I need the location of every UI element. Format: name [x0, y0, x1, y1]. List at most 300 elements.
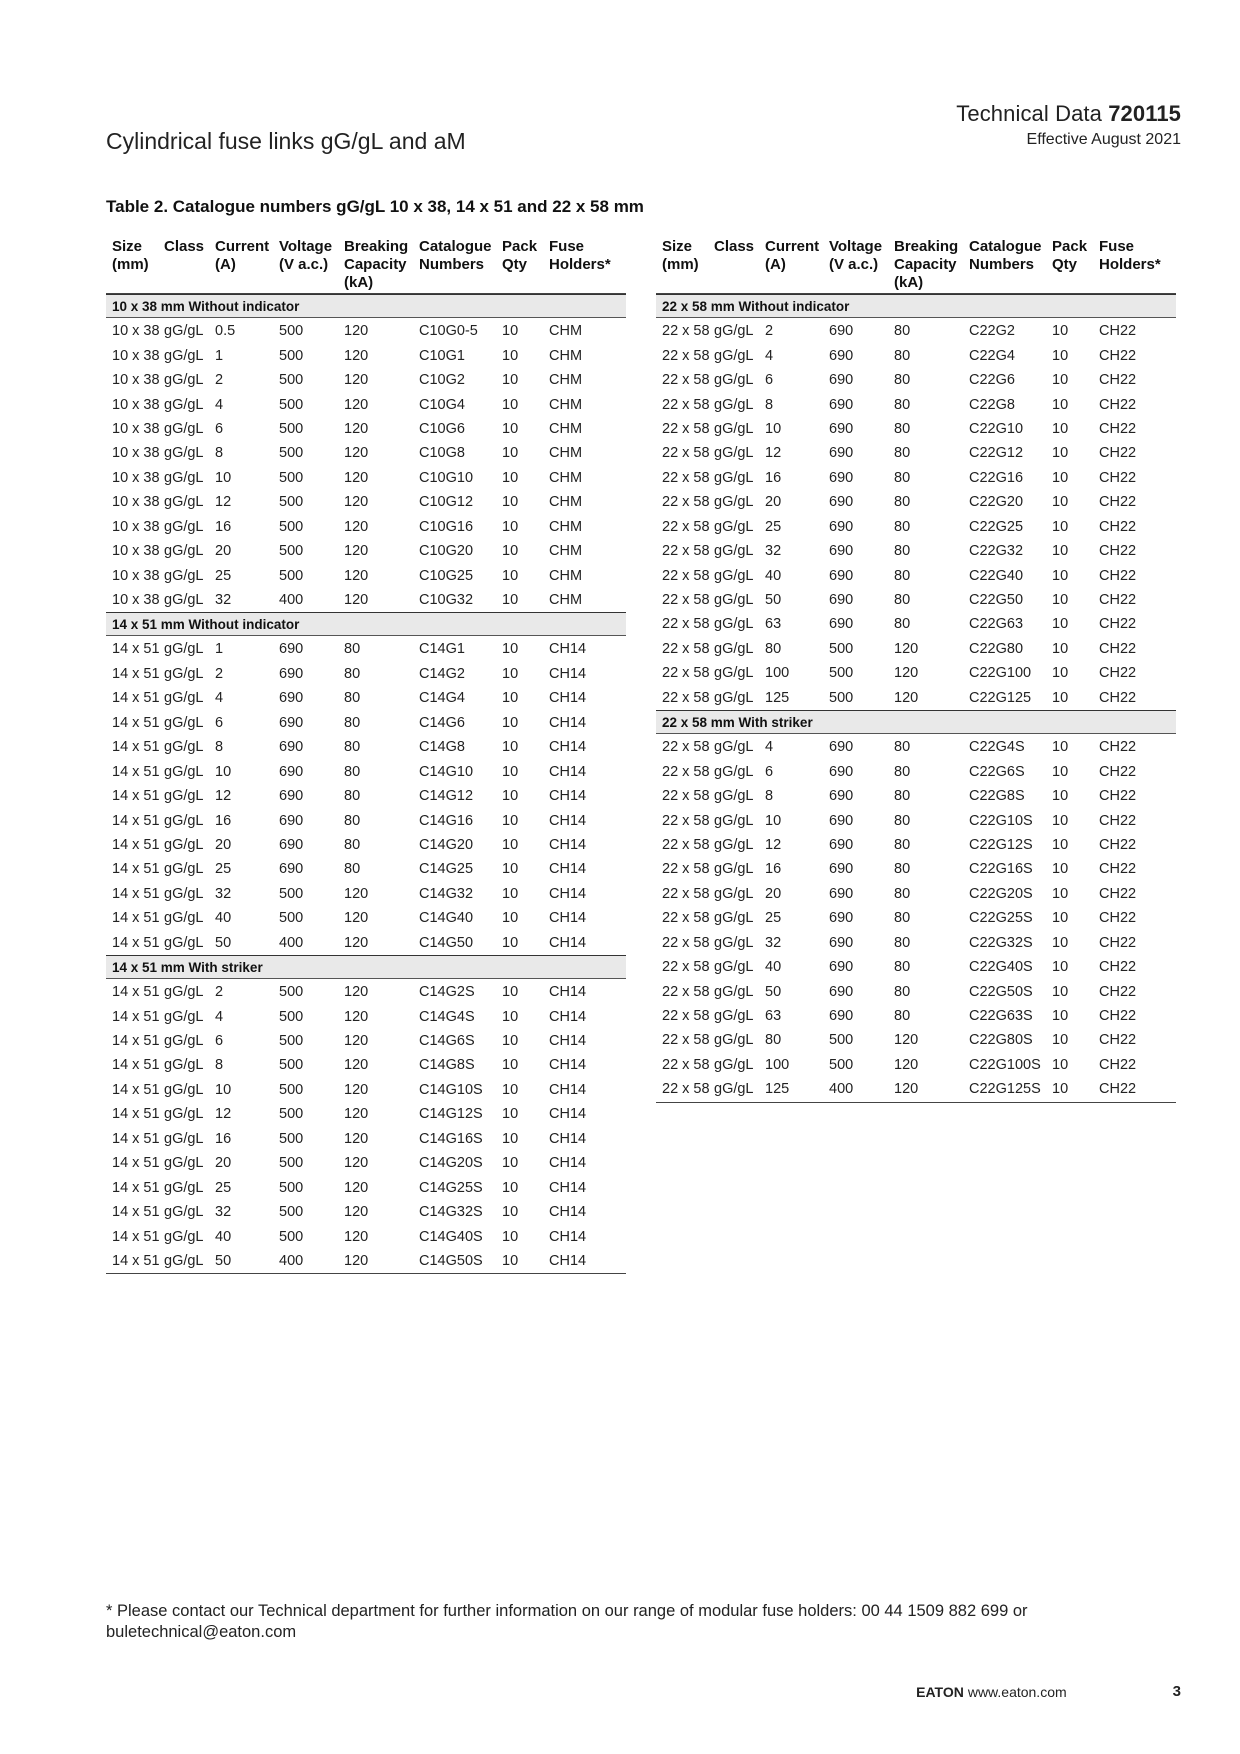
table-bottom-rule [656, 1102, 1176, 1103]
table-cell: 80 [894, 1008, 911, 1025]
column-header [419, 238, 502, 289]
table-cell: gG/gL [714, 592, 754, 609]
table-cell: 500 [279, 1204, 304, 1221]
column-header-line: Pack [1052, 238, 1088, 255]
table-row [656, 661, 1176, 685]
table-cell: C14G4S [419, 1008, 475, 1025]
table-row [106, 1249, 626, 1273]
table-cell: CHM [549, 372, 583, 389]
table-cell: C14G10S [419, 1081, 483, 1098]
table-cell: 32 [215, 592, 232, 609]
table-cell: 10 [1052, 420, 1069, 437]
table-cell: gG/gL [714, 959, 754, 976]
table-cell: 80 [894, 934, 911, 951]
table-cell: 10 x 38 [112, 420, 160, 437]
table-cell: 80 [894, 494, 911, 511]
table-cell: gG/gL [714, 665, 754, 682]
table-cell: 22 x 58 [662, 861, 710, 878]
table-cell: 4 [215, 690, 224, 707]
table-cell: 690 [279, 739, 304, 756]
table-cell: 80 [894, 396, 911, 413]
table-cell: 100 [765, 665, 790, 682]
table-cell: CH14 [549, 836, 587, 853]
table-header-row [656, 238, 1176, 294]
table-cell: 12 [215, 1106, 232, 1123]
table-row [106, 1127, 626, 1151]
table-row [656, 833, 1176, 857]
table-cell: 63 [765, 616, 782, 633]
table-cell: gG/gL [714, 347, 754, 364]
table-cell: 690 [279, 690, 304, 707]
table-cell: gG/gL [714, 689, 754, 706]
table-cell: 10 [502, 1130, 519, 1147]
table-cell: C14G8 [419, 739, 465, 756]
table-cell: 690 [829, 323, 854, 340]
table-cell: gG/gL [714, 494, 754, 511]
table-cell: 25 [215, 861, 232, 878]
table-cell: 690 [829, 396, 854, 413]
table-cell: C22G100 [969, 665, 1032, 682]
table-cell: 8 [765, 396, 774, 413]
column-header-line: Class [714, 238, 755, 255]
table-cell: 80 [344, 836, 361, 853]
table-cell: 500 [829, 665, 854, 682]
table-cell: 20 [765, 494, 782, 511]
table-cell: 22 x 58 [662, 959, 710, 976]
column-header-line: Pack [502, 238, 538, 255]
column-header [656, 238, 714, 289]
table-cell: CH22 [1099, 640, 1137, 657]
table-cell: C14G32 [419, 885, 474, 902]
table-cell: CH14 [549, 1179, 587, 1196]
table-cell: 10 [1052, 323, 1069, 340]
table-cell: 10 [1052, 763, 1069, 780]
table-cell: 120 [344, 1179, 369, 1196]
table-row [106, 759, 626, 783]
table-cell: 10 [1052, 518, 1069, 535]
table-cell: 22 x 58 [662, 494, 710, 511]
page-title: Cylindrical fuse links gG/gL and aM [106, 128, 466, 154]
table-cell: C22G10S [969, 812, 1033, 829]
column-header-line: Size [662, 238, 693, 255]
page-footer [916, 1683, 1181, 1700]
table-cell: C14G10 [419, 763, 474, 780]
table-row [656, 931, 1176, 955]
table-cell: 16 [765, 861, 782, 878]
table-cell: 500 [279, 1106, 304, 1123]
table-cell: C22G12S [969, 836, 1033, 853]
table-cell: 80 [894, 836, 911, 853]
table-cell: 10 [502, 347, 519, 364]
table-row [106, 857, 626, 881]
table-cell: C22G32 [969, 543, 1024, 560]
table-cell: gG/gL [714, 885, 754, 902]
table-row [656, 368, 1176, 392]
table-cell: CHM [549, 323, 583, 340]
table-cell: 120 [894, 1056, 919, 1073]
column-header [1099, 238, 1176, 289]
table-cell: 10 [502, 861, 519, 878]
table-cell: gG/gL [164, 690, 204, 707]
table-cell: 10 [1052, 836, 1069, 853]
column-header-line: Current [765, 238, 820, 255]
table-cell: 690 [829, 812, 854, 829]
table-cell: 10 [1052, 396, 1069, 413]
table-cell: CHM [549, 347, 583, 364]
table-cell: 80 [894, 543, 911, 560]
table-cell: C22G4S [969, 739, 1025, 756]
table-cell: 10 [215, 763, 232, 780]
table-cell: 10 x 38 [112, 543, 160, 560]
table-cell: 500 [279, 1228, 304, 1245]
table-cell: 14 x 51 [112, 1179, 160, 1196]
table-cell: C22G32S [969, 934, 1033, 951]
table-cell: 500 [279, 1130, 304, 1147]
table-cell: 14 x 51 [112, 1252, 160, 1269]
table-cell: 120 [344, 1155, 369, 1172]
table-cell: 500 [279, 885, 304, 902]
table-cell: 10 [1052, 592, 1069, 609]
table-cell: 80 [344, 861, 361, 878]
table-cell: gG/gL [714, 763, 754, 780]
table-cell: 14 x 51 [112, 1228, 160, 1245]
column-header-line: (V a.c.) [829, 256, 879, 273]
table-cell: 120 [894, 1081, 919, 1098]
table-cell: 125 [765, 1081, 790, 1098]
table-cell: CH22 [1099, 518, 1137, 535]
table-cell: 1 [215, 347, 224, 364]
table-cell: 14 x 51 [112, 910, 160, 927]
table-cell: 10 [502, 420, 519, 437]
table-cell: C22G8S [969, 788, 1025, 805]
table-cell: CH22 [1099, 567, 1137, 584]
table-cell: 10 [502, 739, 519, 756]
table-cell: 120 [344, 469, 369, 486]
table-cell: 6 [765, 372, 774, 389]
table-cell: 10 [1052, 469, 1069, 486]
table-cell: 80 [344, 665, 361, 682]
table-cell: 14 x 51 [112, 1130, 160, 1147]
table-cell: 690 [279, 641, 304, 658]
table-cell: 22 x 58 [662, 396, 710, 413]
table-cell: 20 [215, 543, 232, 560]
table-cell: CH14 [549, 910, 587, 927]
table-cell: 22 x 58 [662, 836, 710, 853]
table-cell: 6 [215, 420, 224, 437]
table-cell: 690 [829, 616, 854, 633]
table-row [656, 417, 1176, 441]
table-cell: C10G20 [419, 543, 474, 560]
table-cell: CH22 [1099, 739, 1137, 756]
table-cell: 120 [344, 445, 369, 462]
table-cell: gG/gL [164, 1252, 204, 1269]
table-cell: 10 [1052, 689, 1069, 706]
table-cell: gG/gL [164, 1033, 204, 1050]
table-cell: 10 [502, 1179, 519, 1196]
table-cell: gG/gL [714, 543, 754, 560]
table-cell: 4 [765, 739, 774, 756]
table-cell: 16 [765, 469, 782, 486]
table-cell: 500 [829, 689, 854, 706]
column-header-line: Catalogue [969, 238, 1042, 255]
column-header-line: (A) [765, 256, 786, 273]
table-cell: 690 [829, 1008, 854, 1025]
table-cell: 22 x 58 [662, 910, 710, 927]
table-cell: 500 [279, 1008, 304, 1025]
table-cell: 80 [894, 788, 911, 805]
table-cell: 10 [1052, 788, 1069, 805]
table-cell: C14G12 [419, 788, 474, 805]
table-cell: gG/gL [714, 788, 754, 805]
table-cell: 80 [344, 641, 361, 658]
table-row [656, 1004, 1176, 1028]
table-cell: gG/gL [164, 567, 204, 584]
table-cell: 32 [765, 934, 782, 951]
table-row [656, 588, 1176, 612]
table-caption: Table 2. Catalogue numbers gG/gL 10 x 38, 14 x 51 and 22 x 58 mm [106, 197, 644, 216]
table-cell: 14 x 51 [112, 984, 160, 1001]
table-cell: 500 [279, 1179, 304, 1196]
table-row [656, 1053, 1176, 1077]
table-cell: gG/gL [164, 984, 204, 1001]
table-cell: gG/gL [714, 1056, 754, 1073]
table-cell: 120 [344, 372, 369, 389]
table-cell: CHM [549, 543, 583, 560]
table-cell: 10 [502, 445, 519, 462]
table-cell: 10 [502, 934, 519, 951]
table-cell: 10 [502, 1008, 519, 1025]
table-cell: CH14 [549, 1081, 587, 1098]
table-cell: C22G12 [969, 445, 1024, 462]
table-cell: CH22 [1099, 543, 1137, 560]
table-cell: CH22 [1099, 836, 1137, 853]
table-cell: 690 [829, 983, 854, 1000]
table-row [106, 833, 626, 857]
table-cell: 14 x 51 [112, 885, 160, 902]
table-cell: C22G20S [969, 885, 1033, 902]
table-cell: 690 [829, 934, 854, 951]
table-cell: 120 [344, 1204, 369, 1221]
table-cell: 10 [502, 788, 519, 805]
table-cell: C14G12S [419, 1106, 483, 1123]
column-header-line: Size [112, 238, 143, 255]
table-cell: 80 [894, 567, 911, 584]
table-row [106, 1102, 626, 1126]
table-cell: CH22 [1099, 420, 1137, 437]
table-cell: gG/gL [714, 469, 754, 486]
table-cell: gG/gL [164, 1130, 204, 1147]
table-cell: CH14 [549, 714, 587, 731]
table-cell: 400 [279, 592, 304, 609]
table-cell: CH22 [1099, 983, 1137, 1000]
table-row [656, 490, 1176, 514]
table-cell: 80 [894, 592, 911, 609]
table-cell: 120 [344, 543, 369, 560]
table-cell: 500 [279, 469, 304, 486]
table-cell: 12 [215, 788, 232, 805]
table-cell: 10 [1052, 665, 1069, 682]
column-header-line: (mm) [662, 256, 699, 273]
table-cell: 10 [1052, 910, 1069, 927]
table-cell: 500 [279, 984, 304, 1001]
table-cell: CH22 [1099, 1081, 1137, 1098]
table-cell: C10G10 [419, 469, 474, 486]
table-cell: 80 [894, 812, 911, 829]
table-cell: 10 [502, 1252, 519, 1269]
table-cell: 32 [765, 543, 782, 560]
table-cell: 32 [215, 1204, 232, 1221]
table-cell: 10 [502, 910, 519, 927]
table-cell: 50 [765, 983, 782, 1000]
table-cell: 120 [344, 1252, 369, 1269]
table-cell: 12 [215, 494, 232, 511]
table-cell: 80 [894, 347, 911, 364]
table-cell: 22 x 58 [662, 1032, 710, 1049]
table-cell: 80 [344, 812, 361, 829]
table-cell: 10 [1052, 983, 1069, 1000]
table-cell: 22 x 58 [662, 640, 710, 657]
table-cell: 690 [829, 836, 854, 853]
table-cell: 2 [215, 665, 224, 682]
table-cell: 80 [765, 1032, 782, 1049]
table-cell: 22 x 58 [662, 347, 710, 364]
table-cell: C22G63S [969, 1008, 1033, 1025]
table-cell: 12 [765, 836, 782, 853]
table-cell: C22G50S [969, 983, 1033, 1000]
table-cell: 14 x 51 [112, 641, 160, 658]
table-cell: gG/gL [714, 518, 754, 535]
table-cell: 10 x 38 [112, 445, 160, 462]
table-cell: 10 [1052, 445, 1069, 462]
document-type [956, 101, 1181, 127]
section-heading: 14 x 51 mm Without indicator [106, 612, 626, 636]
table-cell: C14G40S [419, 1228, 483, 1245]
table-cell: C14G2S [419, 984, 475, 1001]
table-cell: 80 [894, 420, 911, 437]
table-cell: CH14 [549, 788, 587, 805]
table-cell: C22G2 [969, 323, 1015, 340]
table-cell: 120 [344, 1106, 369, 1123]
table-cell: C22G100S [969, 1056, 1041, 1073]
table-cell: CH22 [1099, 469, 1137, 486]
catalogue-table-right [656, 238, 1176, 1103]
table-cell: gG/gL [164, 885, 204, 902]
table-cell: 22 x 58 [662, 518, 710, 535]
table-cell: 10 [502, 1106, 519, 1123]
table-row [656, 392, 1176, 416]
table-cell: 22 x 58 [662, 788, 710, 805]
table-cell: 4 [765, 347, 774, 364]
table-cell: C22G6 [969, 372, 1015, 389]
table-cell: gG/gL [164, 861, 204, 878]
table-cell: gG/gL [164, 1155, 204, 1172]
table-cell: 22 x 58 [662, 739, 710, 756]
table-cell: 80 [894, 323, 911, 340]
table-cell: gG/gL [714, 983, 754, 1000]
table-cell: 22 x 58 [662, 812, 710, 829]
table-cell: 22 x 58 [662, 567, 710, 584]
table-row [106, 1053, 626, 1077]
table-cell: 120 [344, 1228, 369, 1245]
table-row [106, 882, 626, 906]
table-cell: 80 [894, 616, 911, 633]
table-cell: 4 [215, 1008, 224, 1025]
table-cell: 500 [279, 396, 304, 413]
table-cell: gG/gL [164, 347, 204, 364]
table-cell: 25 [765, 910, 782, 927]
table-cell: 690 [829, 372, 854, 389]
table-cell: C22G80S [969, 1032, 1033, 1049]
table-cell: CHM [549, 469, 583, 486]
table-cell: CH14 [549, 1008, 587, 1025]
table-cell: C22G4 [969, 347, 1015, 364]
table-cell: gG/gL [164, 763, 204, 780]
table-cell: gG/gL [164, 518, 204, 535]
table-cell: CHM [549, 445, 583, 462]
table-cell: 690 [279, 714, 304, 731]
table-cell: 22 x 58 [662, 1081, 710, 1098]
table-cell: 10 [1052, 1081, 1069, 1098]
table-cell: 14 x 51 [112, 1008, 160, 1025]
table-row [106, 906, 626, 930]
table-cell: 500 [279, 494, 304, 511]
table-cell: 14 x 51 [112, 1155, 160, 1172]
table-cell: 400 [279, 1252, 304, 1269]
table-cell: 690 [829, 788, 854, 805]
table-cell: 500 [279, 372, 304, 389]
table-cell: 690 [829, 592, 854, 609]
table-cell: C22G6S [969, 763, 1025, 780]
table-cell: 10 x 38 [112, 323, 160, 340]
table-cell: 400 [829, 1081, 854, 1098]
table-cell: 10 [502, 763, 519, 780]
table-cell: 14 x 51 [112, 714, 160, 731]
table-cell: 10 [502, 1155, 519, 1172]
table-cell: 80 [894, 983, 911, 1000]
table-row [106, 466, 626, 490]
table-cell: 500 [279, 1155, 304, 1172]
table-cell: gG/gL [714, 323, 754, 340]
table-cell: C14G50 [419, 934, 474, 951]
column-header-line: Class [164, 238, 205, 255]
table-cell: C14G16S [419, 1130, 483, 1147]
table-cell: 10 [502, 1081, 519, 1098]
table-row [106, 515, 626, 539]
table-row [656, 979, 1176, 1003]
table-cell: 10 x 38 [112, 494, 160, 511]
table-cell: 10 [502, 690, 519, 707]
table-cell: 500 [829, 640, 854, 657]
table-cell: 10 [1052, 567, 1069, 584]
table-cell: C10G0-5 [419, 323, 478, 340]
table-cell: 10 [1052, 934, 1069, 951]
table-cell: 10 [502, 665, 519, 682]
table-cell: 14 x 51 [112, 934, 160, 951]
table-cell: gG/gL [714, 640, 754, 657]
table-cell: C22G80 [969, 640, 1024, 657]
table-cell: 100 [765, 1056, 790, 1073]
column-header-line: Voltage [829, 238, 883, 255]
table-cell: 16 [215, 1130, 232, 1147]
table-cell: CH22 [1099, 910, 1137, 927]
table-cell: gG/gL [164, 836, 204, 853]
table-cell: 50 [215, 1252, 232, 1269]
table-cell: C22G10 [969, 420, 1024, 437]
column-header-line: Capacity [894, 256, 957, 273]
table-cell: 690 [279, 836, 304, 853]
table-cell: 22 x 58 [662, 689, 710, 706]
table-bottom-rule [106, 1273, 626, 1274]
